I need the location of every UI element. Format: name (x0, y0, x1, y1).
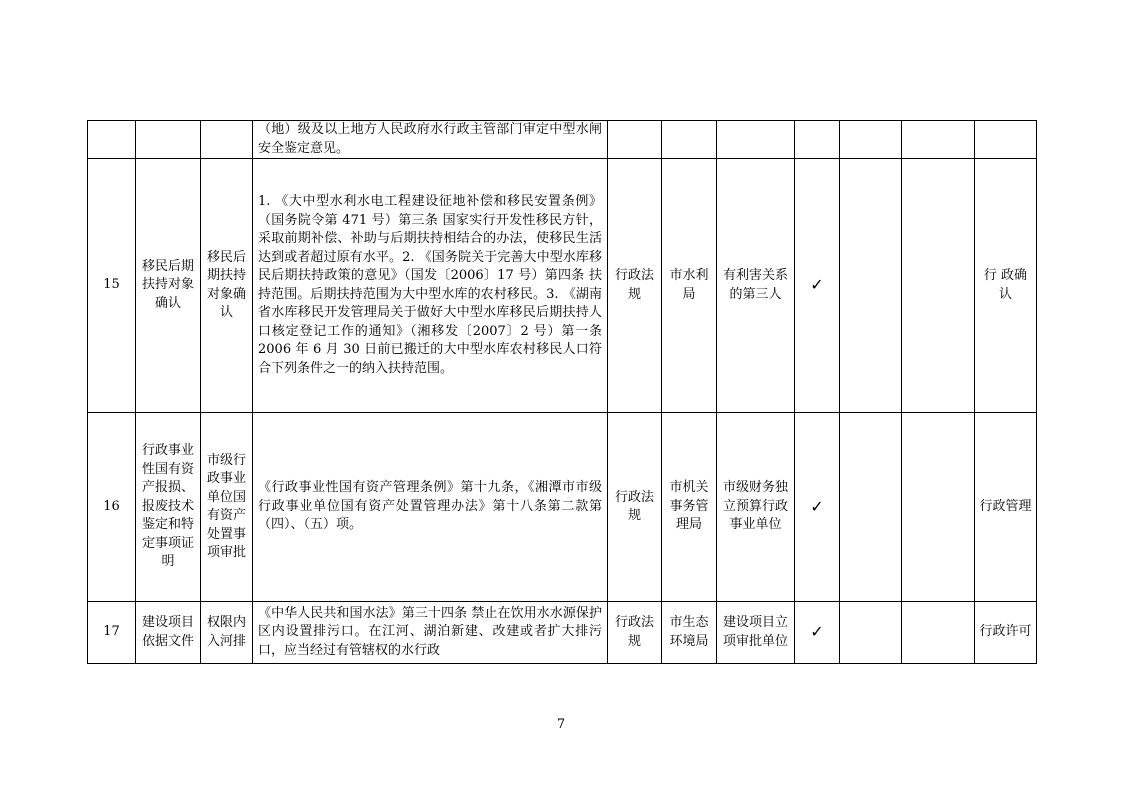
department: 市机关事务管理局 (662, 413, 717, 602)
table-row (88, 121, 1037, 159)
row-number: 17 (88, 602, 136, 664)
empty-cell (902, 159, 975, 413)
target-object (717, 121, 795, 159)
item-name: 移民后期扶持对象确认 (136, 159, 201, 413)
empty-cell (840, 413, 902, 602)
item-category: 行政许可 (975, 602, 1037, 664)
basis-type: 行政法规 (608, 413, 662, 602)
legal-basis: 《行政事业性国有资产管理条例》第十九条，《湘潭市市级行政事业单位国有资产处置管理办法》第十八条第二款第（四）、（五）项。 (253, 413, 608, 602)
department: 市生态环境局 (662, 602, 717, 664)
empty-cell (902, 121, 975, 159)
empty-cell (840, 159, 902, 413)
item-category: 行 政确认 (975, 159, 1037, 413)
empty-cell (840, 602, 902, 664)
item-table (87, 120, 1037, 664)
row-number: 15 (88, 159, 136, 413)
sub-item-name (201, 121, 253, 159)
table-row (88, 159, 1037, 413)
check-mark: ✓ (795, 413, 840, 602)
check-mark: ✓ (795, 159, 840, 413)
target-object: 建设项目立项审批单位 (717, 602, 795, 664)
target-object: 有利害关系的第三人 (717, 159, 795, 413)
row-number (88, 121, 136, 159)
item-name (136, 121, 201, 159)
basis-type: 行政法规 (608, 602, 662, 664)
target-object: 市级财务独立预算行政事业单位 (717, 413, 795, 602)
item-name: 行政事业性国有资产报损、报废技术鉴定和特定事项证明 (136, 413, 201, 602)
empty-cell (840, 121, 902, 159)
row-number: 16 (88, 413, 136, 602)
page-number: 7 (556, 717, 566, 732)
table-row (88, 602, 1037, 664)
legal-basis: （地）级及以上地方人民政府水行政主管部门审定中型水闸安全鉴定意见。 (253, 121, 608, 159)
sub-item-name: 移民后期扶持对象确认 (201, 159, 253, 413)
empty-cell (902, 413, 975, 602)
item-category (975, 121, 1037, 159)
empty-cell (902, 602, 975, 664)
item-category: 行政管理 (975, 413, 1037, 602)
table-row (88, 413, 1037, 602)
item-name: 建设项目依据文件 (136, 602, 201, 664)
sub-item-name: 市级行政事业单位国有资产处置事项审批 (201, 413, 253, 602)
check-mark (795, 121, 840, 159)
sub-item-name: 权限内入河排 (201, 602, 253, 664)
basis-type (608, 121, 662, 159)
department: 市水利局 (662, 159, 717, 413)
department (662, 121, 717, 159)
basis-type: 行政法规 (608, 159, 662, 413)
check-mark: ✓ (795, 602, 840, 664)
legal-basis: 《中华人民共和国水法》第三十四条 禁止在饮用水水源保护区内设置排污口。在江河、湖泊新建、改建或者扩大排污口，应当经过有管辖权的水行政 (253, 602, 608, 664)
legal-basis: 1. 《大中型水利水电工程建设征地补偿和移民安置条例》（国务院令第 471 号）第三条 国家实行开发性移民方针，采取前期补偿、补助与后期扶持相结合的办法，使移民生活达到或者超过原有水平。2. 《国务院关于完善大中型水库移民后期扶持政策的意见》（国发〔2006〕17 号）第四条 扶持范围。后期扶持范围为大中型水库的农村移民。3. 《湖南省水库移民开发管理局关于做好大中型水库移民后期扶持人口核定登记工作的通知》（湘移发〔2007〕2 号）第一条 2006 年 6 月 30 日前已搬迁的大中型水库农村移民人口符合下列条件之一的纳入扶持范围。 (253, 159, 608, 413)
